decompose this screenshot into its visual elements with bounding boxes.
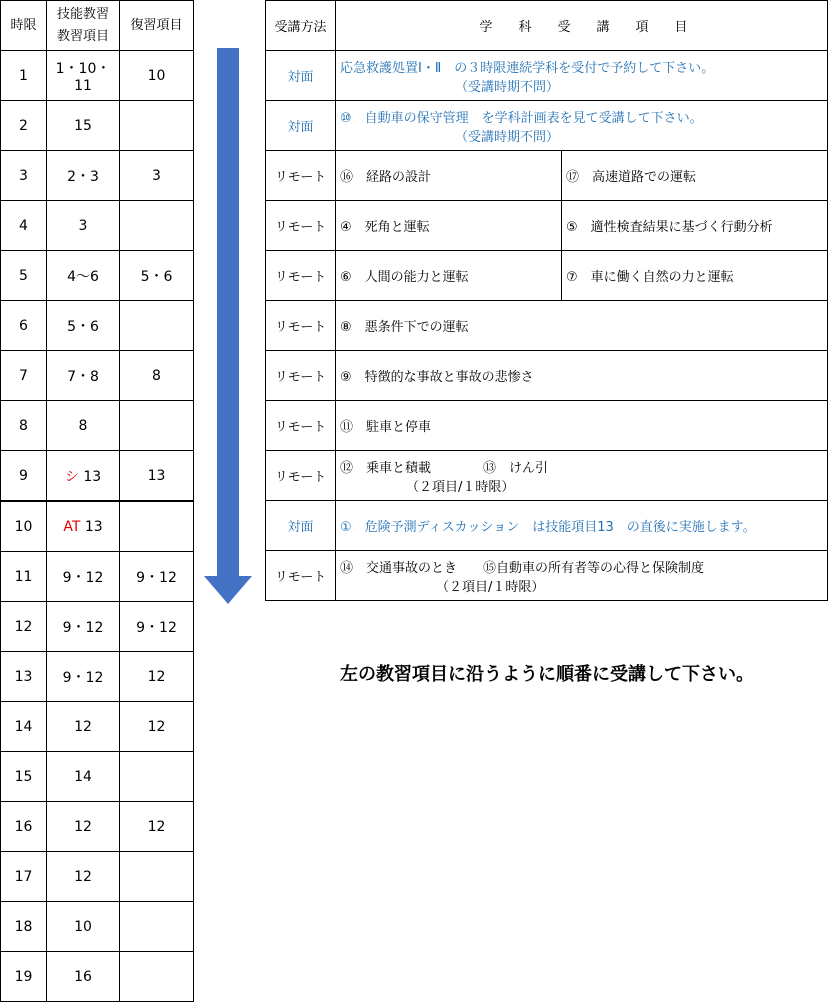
skill-header-line1: 技能教習: [56, 6, 109, 22]
subject-cell: ① 危険予測ディスカッション は技能項目13 の直後に実施します。: [336, 501, 828, 551]
skill-cell: [47, 451, 120, 502]
subject-cell: ⑧ 悪条件下での運転: [336, 301, 828, 351]
lecture-row: [266, 51, 828, 101]
period-cell: 14: [1, 702, 47, 752]
subject-line: ⑫ 乗車と積載 ⑬ けん引: [340, 460, 549, 476]
subject-cell: ⑤ 適性検査結果に基づく行動分析: [562, 201, 828, 251]
review-cell: [120, 101, 194, 151]
subject-cell: [336, 551, 828, 601]
review-cell: [120, 201, 194, 251]
schedule-row: [1, 201, 194, 251]
schedule-row: [1, 802, 194, 852]
period-cell: 2: [1, 101, 47, 151]
method-cell: リモート: [266, 251, 336, 301]
down-arrow-icon: [204, 48, 252, 604]
skill-cell: 16: [47, 952, 120, 1002]
schedule-row: [1, 902, 194, 952]
skill-cell: [47, 501, 120, 552]
lecture-row: [266, 101, 828, 151]
schedule-row: [1, 451, 194, 502]
review-cell: 9・12: [120, 602, 194, 652]
subject-cell: ④ 死角と運転: [336, 201, 562, 251]
period-cell: 9: [1, 451, 47, 502]
review-cell: [120, 301, 194, 351]
skill-cell: 12: [47, 702, 120, 752]
schedule-row: [1, 702, 194, 752]
method-cell: 対面: [266, 101, 336, 151]
lecture-row: [266, 451, 828, 501]
subject-line: ⑭ 交通事故のとき ⑮自動車の所有者等の心得と保険制度: [340, 560, 705, 576]
subject-header: 学 科 受 講 項 目: [336, 1, 828, 51]
schedule-row: [1, 101, 194, 151]
skill-item-header: [47, 1, 120, 51]
schedule-row: [1, 401, 194, 451]
subject-line: 応急救護処置Ⅰ・Ⅱ の３時限連続学科を受付で予約して下さい。: [340, 60, 715, 76]
skill-cell: 9・12: [47, 652, 120, 702]
period-cell: 1: [1, 51, 47, 101]
period-cell: 8: [1, 401, 47, 451]
review-cell: 12: [120, 652, 194, 702]
review-cell: [120, 852, 194, 902]
period-cell: 3: [1, 151, 47, 201]
schedule-row: [1, 852, 194, 902]
method-header: 受講方法: [266, 1, 336, 51]
subject-cell: [336, 101, 828, 151]
skill-cell: 4〜6: [47, 251, 120, 301]
subject-note: （受講時期不問）: [455, 79, 560, 95]
schedule-table: [0, 0, 194, 1002]
method-cell: リモート: [266, 151, 336, 201]
subject-note: （受講時期不問）: [455, 129, 560, 145]
schedule-row: [1, 301, 194, 351]
skill-value: 13: [83, 468, 102, 485]
instruction-text: 左の教習項目に沿うように順番に受講して下さい。: [340, 664, 754, 685]
schedule-row: [1, 952, 194, 1002]
simulator-prefix: シ: [64, 468, 79, 485]
method-cell: リモート: [266, 351, 336, 401]
subject-cell: ⑨ 特徴的な事故と事故の悲惨さ: [336, 351, 828, 401]
schedule-row: [1, 602, 194, 652]
review-cell: 10: [120, 51, 194, 101]
review-item-header: 復習項目: [120, 1, 194, 51]
review-cell: [120, 952, 194, 1002]
schedule-row: [1, 151, 194, 201]
at-prefix: AT: [63, 518, 81, 535]
review-cell: 8: [120, 351, 194, 401]
period-cell: 4: [1, 201, 47, 251]
skill-cell: 3: [47, 201, 120, 251]
lecture-row: [266, 151, 828, 201]
period-cell: 12: [1, 602, 47, 652]
schedule-row: [1, 752, 194, 802]
skill-cell: 9・12: [47, 552, 120, 602]
subject-line: ⑩ 自動車の保守管理 を学科計画表を見て受講して下さい。: [340, 110, 703, 126]
subject-cell: ⑯ 経路の設計: [336, 151, 562, 201]
schedule-row: [1, 251, 194, 301]
period-cell: 10: [1, 501, 47, 552]
lecture-row: [266, 401, 828, 451]
skill-cell: 15: [47, 101, 120, 151]
skill-cell: 10: [47, 902, 120, 952]
schedule-row: [1, 51, 194, 101]
skill-cell: 5・6: [47, 301, 120, 351]
subject-cell: ⑰ 高速道路での運転: [562, 151, 828, 201]
skill-cell: 12: [47, 852, 120, 902]
period-cell: 7: [1, 351, 47, 401]
skill-cell: 8: [47, 401, 120, 451]
subject-cell: ⑪ 駐車と停車: [336, 401, 828, 451]
lecture-header-row: [266, 1, 828, 51]
period-cell: 18: [1, 902, 47, 952]
subject-cell: ⑥ 人間の能力と運転: [336, 251, 562, 301]
schedule-row: [1, 501, 194, 552]
review-cell: 5・6: [120, 251, 194, 301]
method-cell: 対面: [266, 501, 336, 551]
method-cell: リモート: [266, 201, 336, 251]
review-cell: 3: [120, 151, 194, 201]
lecture-row: [266, 501, 828, 551]
skill-cell: 12: [47, 802, 120, 852]
skill-value: 13: [84, 518, 103, 535]
method-cell: 対面: [266, 51, 336, 101]
subject-note: （２項目/１時限）: [436, 579, 545, 595]
skill-cell: 2・3: [47, 151, 120, 201]
skill-cell: 1・10・11: [47, 51, 120, 101]
skill-cell: 7・8: [47, 351, 120, 401]
skill-header-line2: 教習項目: [56, 28, 109, 44]
period-cell: 6: [1, 301, 47, 351]
schedule-row: [1, 351, 194, 401]
period-header: 時限: [1, 1, 47, 51]
lecture-table: [265, 0, 828, 601]
schedule-row: [1, 552, 194, 602]
lecture-row: [266, 201, 828, 251]
review-cell: 13: [120, 451, 194, 502]
method-cell: リモート: [266, 451, 336, 501]
lecture-row: [266, 251, 828, 301]
method-cell: リモート: [266, 301, 336, 351]
skill-cell: 14: [47, 752, 120, 802]
period-cell: 5: [1, 251, 47, 301]
period-cell: 11: [1, 552, 47, 602]
review-cell: [120, 752, 194, 802]
review-cell: 12: [120, 702, 194, 752]
schedule-header-row: [1, 1, 194, 51]
lecture-row: [266, 351, 828, 401]
period-cell: 19: [1, 952, 47, 1002]
subject-note: （２項目/１時限）: [406, 479, 515, 495]
review-cell: [120, 902, 194, 952]
lecture-row: [266, 301, 828, 351]
lecture-row: [266, 551, 828, 601]
review-cell: [120, 501, 194, 552]
review-cell: 9・12: [120, 552, 194, 602]
skill-cell: 9・12: [47, 602, 120, 652]
method-cell: リモート: [266, 551, 336, 601]
period-cell: 17: [1, 852, 47, 902]
schedule-row: [1, 652, 194, 702]
subject-cell: [336, 451, 828, 501]
subject-cell: ⑦ 車に働く自然の力と運転: [562, 251, 828, 301]
period-cell: 16: [1, 802, 47, 852]
review-cell: [120, 401, 194, 451]
subject-cell: [336, 51, 828, 101]
method-cell: リモート: [266, 401, 336, 451]
review-cell: 12: [120, 802, 194, 852]
period-cell: 13: [1, 652, 47, 702]
period-cell: 15: [1, 752, 47, 802]
